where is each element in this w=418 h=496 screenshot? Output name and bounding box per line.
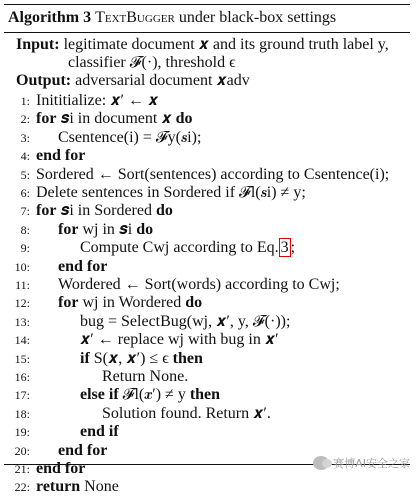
algorithm-line [4, 478, 119, 496]
statement-text: Compute Cwj according to Eq. [80, 239, 279, 257]
line-content [36, 202, 173, 219]
algorithm-title [8, 8, 336, 28]
watermark [313, 455, 410, 471]
output-line [16, 72, 250, 90]
line-number: 6: [20, 186, 30, 200]
line-content [58, 294, 202, 311]
statement-text: 𝒙′ ← replace wj with bug in 𝒙′ [80, 331, 279, 349]
keyword: for [58, 220, 79, 238]
line-number: 9: [20, 241, 30, 256]
keyword: return [36, 478, 81, 496]
algorithm-suffix: under black-box settings [178, 9, 337, 26]
line-number: 4: [20, 149, 30, 164]
algorithm-line [4, 184, 306, 202]
line-content [102, 368, 188, 385]
keyword: end for [58, 441, 108, 459]
line-content [80, 313, 290, 330]
statement-text: Delete sentences in Sordered if 𝓕l(𝒔i) ≠ y; [36, 184, 306, 201]
keyword: if [80, 349, 90, 367]
statement-text: 𝒔i in document 𝒙 [60, 110, 172, 128]
top-rule [4, 4, 410, 5]
algorithm-line [4, 386, 220, 404]
keyword: for [36, 202, 57, 220]
input-line-2: classifier 𝓕(·), threshold ϵ [68, 54, 236, 71]
input-text: legitimate document 𝒙 and its ground truth label y, [63, 36, 389, 53]
line-content [36, 460, 85, 477]
wechat-icon [313, 456, 329, 470]
line-number: 18: [14, 406, 30, 421]
output-keyword: Output: [16, 72, 72, 89]
line-content [80, 239, 295, 256]
keyword: for [36, 110, 57, 128]
algorithm-line [4, 202, 173, 220]
algorithm-box [4, 4, 410, 496]
line-number: 22: [14, 480, 30, 495]
line-content [58, 129, 201, 146]
statement-text: Sordered ← Sort(sentences) according to Csentence(i); [36, 165, 390, 183]
line-content [80, 423, 119, 440]
line-content [80, 386, 220, 403]
line-content [58, 258, 107, 275]
output-text: adversarial document 𝒙adv [75, 72, 250, 89]
line-content [36, 166, 389, 183]
algorithm-line [4, 129, 201, 147]
line-content [80, 331, 279, 348]
statement-text: 𝓕l(𝒙′) ≠ y [122, 386, 186, 404]
line-content [80, 350, 203, 367]
algorithm-line [4, 294, 202, 312]
title-rule [4, 32, 410, 33]
algorithm-line [4, 92, 158, 110]
line-number: 15: [14, 351, 30, 366]
line-number: 2: [20, 112, 30, 127]
line-content [36, 110, 193, 127]
algorithm-line [4, 331, 279, 349]
algorithm-line [4, 258, 107, 276]
statement-text: None [84, 478, 119, 496]
algorithm-line [4, 276, 340, 294]
statement-text: Inititialize: 𝒙′ ← 𝒙 [36, 92, 159, 109]
keyword: do [155, 202, 173, 220]
algorithm-line [4, 368, 188, 386]
line-number: 7: [20, 204, 30, 219]
line-number: 21: [14, 462, 30, 476]
line-number: 19: [14, 425, 30, 440]
keyword: end for [58, 257, 108, 275]
keyword: do [136, 220, 154, 238]
line-number: 14: [14, 333, 30, 348]
keyword: end for [36, 147, 86, 165]
line-content [36, 478, 119, 495]
statement-text: Csentence(i) = 𝓕y(𝒔i); [58, 128, 202, 146]
input-keyword: Input: [16, 36, 60, 53]
line-number: 13: [14, 314, 30, 329]
algorithm-line [4, 313, 290, 331]
keyword: do [185, 294, 203, 312]
keyword: for [58, 294, 79, 312]
statement-text: wj in Wordered [82, 294, 182, 312]
keyword: end if [80, 423, 119, 441]
line-content [58, 221, 153, 238]
keyword: then [189, 386, 221, 404]
input-line [16, 36, 389, 54]
line-number: 20: [14, 443, 30, 458]
keyword: else if [80, 386, 119, 404]
algorithm-label: Algorithm 3 [8, 9, 92, 26]
algorithm-line [4, 166, 389, 184]
line-number: 16: [14, 370, 30, 384]
line-number: 5: [20, 167, 30, 182]
algorithm-line [4, 442, 107, 460]
statement-text: S(𝒙, 𝒙′) ≤ ϵ [93, 349, 169, 367]
algorithm-name: TextBugger [95, 9, 175, 26]
line-number: 12: [14, 296, 30, 311]
algorithm-line [4, 239, 295, 257]
statement-text: Return None. [102, 368, 189, 385]
line-content [36, 92, 158, 109]
watermark-text: 赛博AI安全之家 [333, 457, 410, 470]
algorithm-line [4, 110, 193, 128]
algorithm-line [4, 423, 119, 441]
line-content [36, 184, 306, 201]
keyword: do [175, 110, 193, 128]
line-content [58, 276, 340, 293]
algorithm-line [4, 405, 271, 423]
line-number: 17: [14, 388, 30, 403]
statement-text: bug = SelectBug(wj, 𝒙′, y, 𝓕(·)); [80, 312, 291, 330]
line-number: 8: [20, 222, 30, 237]
line-number: 10: [14, 259, 30, 274]
algorithm-line [4, 221, 153, 239]
line-content [102, 405, 271, 422]
line-number: 3: [20, 130, 30, 145]
statement-text: 𝒔i in Sordered [60, 202, 152, 220]
statement-text: Solution found. Return 𝒙′. [102, 404, 271, 422]
line-content [36, 147, 85, 164]
algorithm-line [4, 460, 85, 478]
line-number: 11: [15, 278, 30, 292]
algorithm-line [4, 147, 85, 165]
statement-text: Wordered ← Sort(words) according to Cwj; [58, 276, 340, 293]
keyword: end for [36, 460, 86, 477]
algorithm-line [4, 350, 203, 368]
keyword: then [172, 349, 203, 367]
line-content [58, 442, 107, 459]
line-number: 1: [20, 94, 30, 108]
statement-text: wj in 𝒔i [82, 220, 133, 238]
equation-reference-link[interactable]: 3 [280, 239, 289, 257]
statement-suffix: ; [290, 239, 296, 257]
